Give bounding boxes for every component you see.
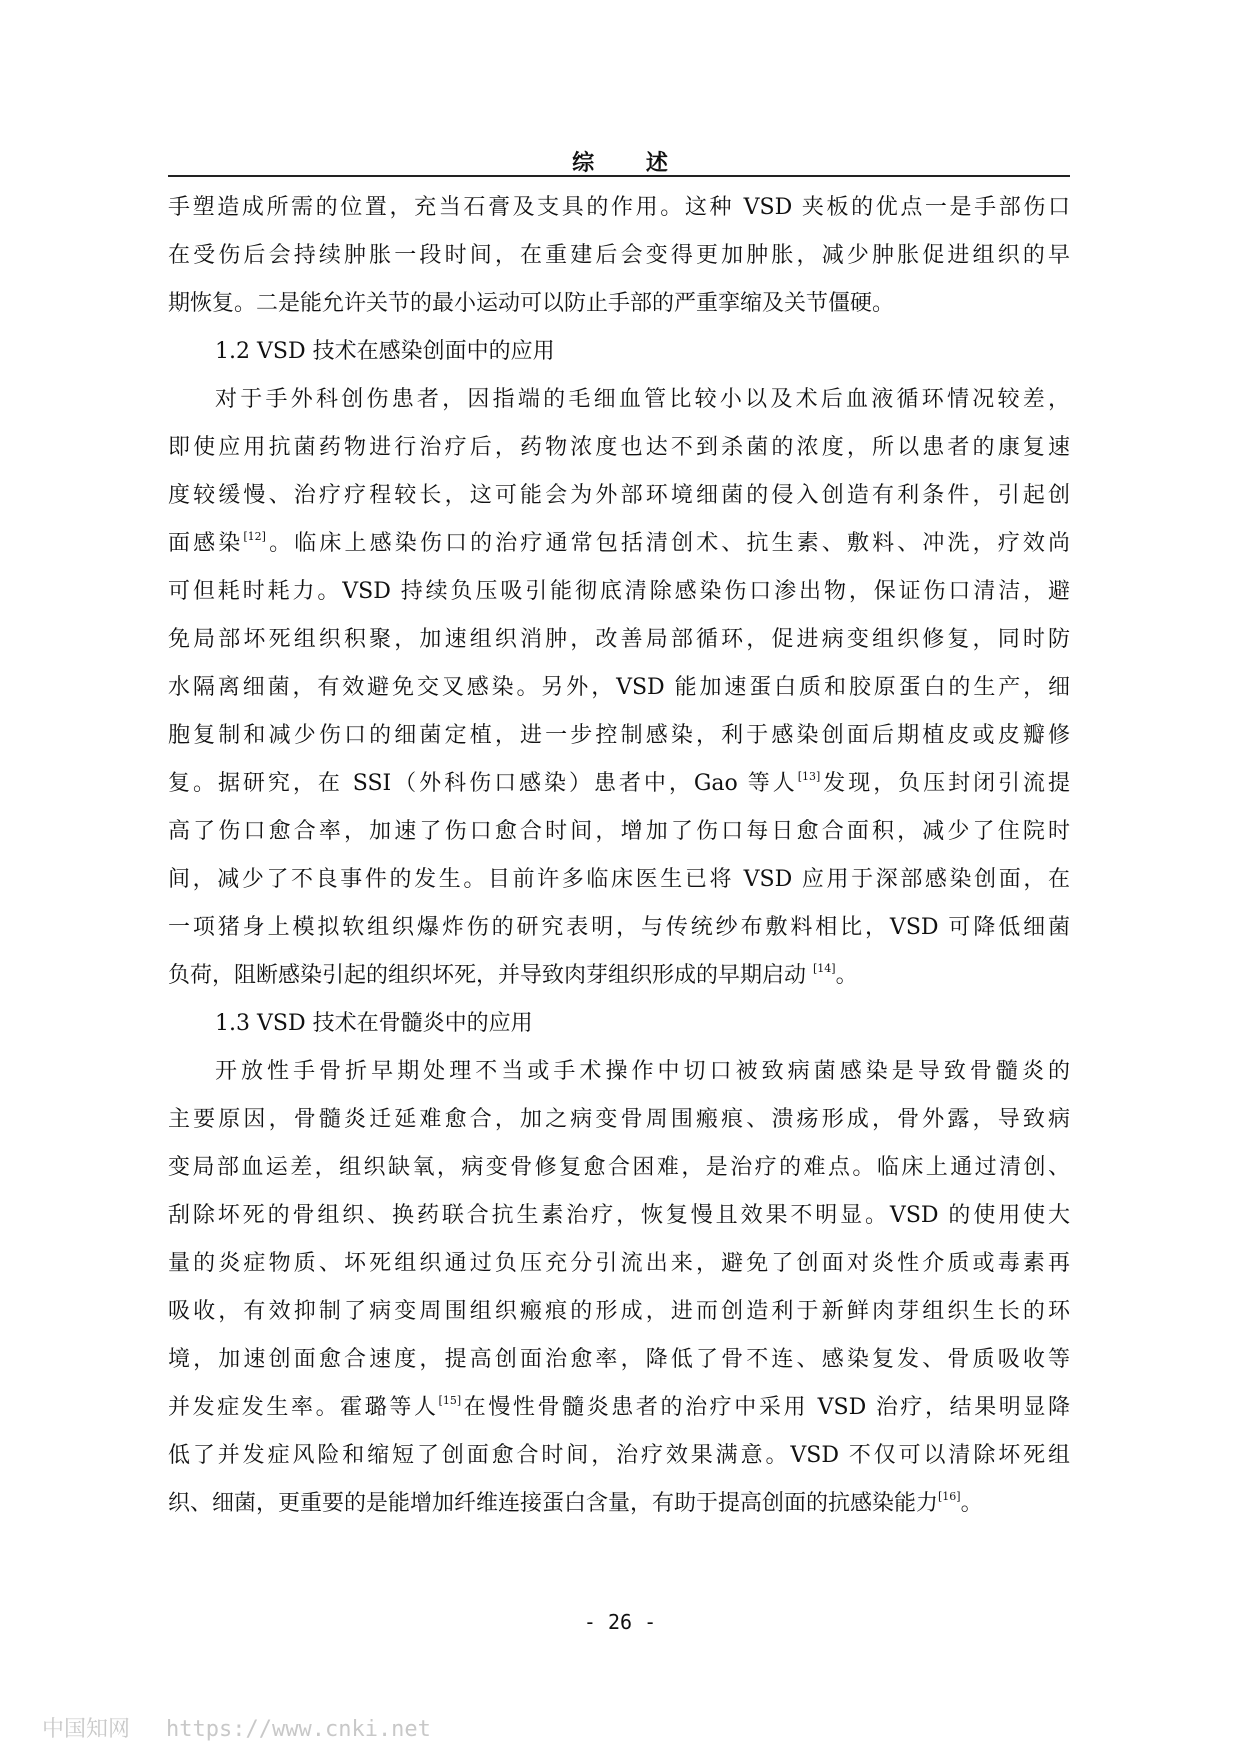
text-line: 期恢复。二是能允许关节的最小运动可以防止手部的严重挛缩及关节僵硬。 [168,291,895,316]
text-line: 间，减少了不良事件的发生。目前许多临床医生已将 VSD 应用于深部感染创面，在 [168,867,1070,892]
citation-12: [12] [243,530,266,543]
citation-14: [14] [813,962,836,975]
text-line: 刮除坏死的骨组织、换药联合抗生素治疗，恢复慢且效果不明显。VSD 的使用使大 [168,1203,1070,1228]
body-text [168,184,1070,1528]
text-line: 低了并发症风险和缩短了创面愈合时间，治疗效果满意。VSD 不仅可以清除坏死组 [168,1443,1070,1468]
watermark [42,1712,431,1743]
text-line: 境，加速创面愈合速度，提高创面治愈率，降低了骨不连、感染复发、骨质吸收等 [168,1347,1070,1372]
text-line: 对于手外科创伤患者，因指端的毛细血管比较小以及术后血液循环情况较差， [215,387,1070,412]
section-heading-1-3: 1.3 VSD 技术在骨髓炎中的应用 [215,1011,533,1036]
text-line: 一项猪身上模拟软组织爆炸伤的研究表明，与传统纱布敷料相比，VSD 可降低细菌 [168,915,1070,940]
watermark-url: https://www.cnki.net [166,1717,431,1742]
text-line: 吸收，有效抑制了病变周围组织瘢痕的形成，进而创造利于新鲜肉芽组织生长的环 [168,1299,1070,1324]
watermark-brand: 中国知网 [42,1717,131,1742]
page-header-title: 综 述 [572,150,690,176]
text-line: 可但耗时耗力。VSD 持续负压吸引能彻底清除感染伤口渗出物，保证伤口清洁，避 [168,579,1070,604]
text-line: 并发症发生率。霍璐等人[15]在慢性骨髓炎患者的治疗中采用 VSD 治疗，结果明显降 [168,1394,1070,1420]
text-line: 手塑造成所需的位置，充当石膏及支具的作用。这种 VSD 夹板的优点一是手部伤口 [168,195,1070,220]
citation-16: [16] [938,1490,961,1503]
text-line: 复。据研究，在 SSI（外科伤口感染）患者中，Gao 等人[13]发现，负压封闭引流提 [168,770,1070,796]
text-line: 即使应用抗菌药物进行治疗后，药物浓度也达不到杀菌的浓度，所以患者的康复速 [168,435,1070,460]
text-line: 胞复制和减少伤口的细菌定植，进一步控制感染，利于感染创面后期植皮或皮瓣修 [168,723,1070,748]
text-line: 负荷，阻断感染引起的组织坏死，并导致肉芽组织形成的早期启动 [14]。 [168,962,858,988]
text-line: 度较缓慢、治疗疗程较长，这可能会为外部环境细菌的侵入创造有利条件，引起创 [168,483,1070,508]
text-line: 量的炎症物质、坏死组织通过负压充分引流出来，避免了创面对炎性介质或毒素再 [168,1251,1070,1276]
section-heading-1-2: 1.2 VSD 技术在感染创面中的应用 [215,339,555,364]
text-line: 免局部坏死组织积聚，加速组织消肿，改善局部循环，促进病变组织修复，同时防 [168,627,1070,652]
header-rule [168,175,1070,177]
text-line: 开放性手骨折早期处理不当或手术操作中切口被致病菌感染是导致骨髓炎的 [215,1059,1070,1084]
text-line: 面感染[12]。临床上感染伤口的治疗通常包括清创术、抗生素、敷料、冲洗，疗效尚 [168,530,1070,556]
text-line: 变局部血运差，组织缺氧，病变骨修复愈合困难，是治疗的难点。临床上通过清创、 [168,1155,1070,1180]
citation-13: [13] [797,770,821,783]
citation-15: [15] [438,1394,462,1407]
text-line: 在受伤后会持续肿胀一段时间，在重建后会变得更加肿胀，减少肿胀促进组织的早 [168,243,1070,268]
text-line: 织、细菌，更重要的是能增加纤维连接蛋白含量，有助于提高创面的抗感染能力[16]。 [168,1490,983,1516]
text-line: 高了伤口愈合率，加速了伤口愈合时间，增加了伤口每日愈合面积，减少了住院时 [168,819,1070,844]
text-line: 主要原因，骨髓炎迁延难愈合，加之病变骨周围瘢痕、溃疡形成，骨外露，导致病 [168,1107,1070,1132]
text-line: 水隔离细菌，有效避免交叉感染。另外，VSD 能加速蛋白质和胶原蛋白的生产，细 [168,675,1070,700]
page-number: - 26 - [583,1610,657,1634]
